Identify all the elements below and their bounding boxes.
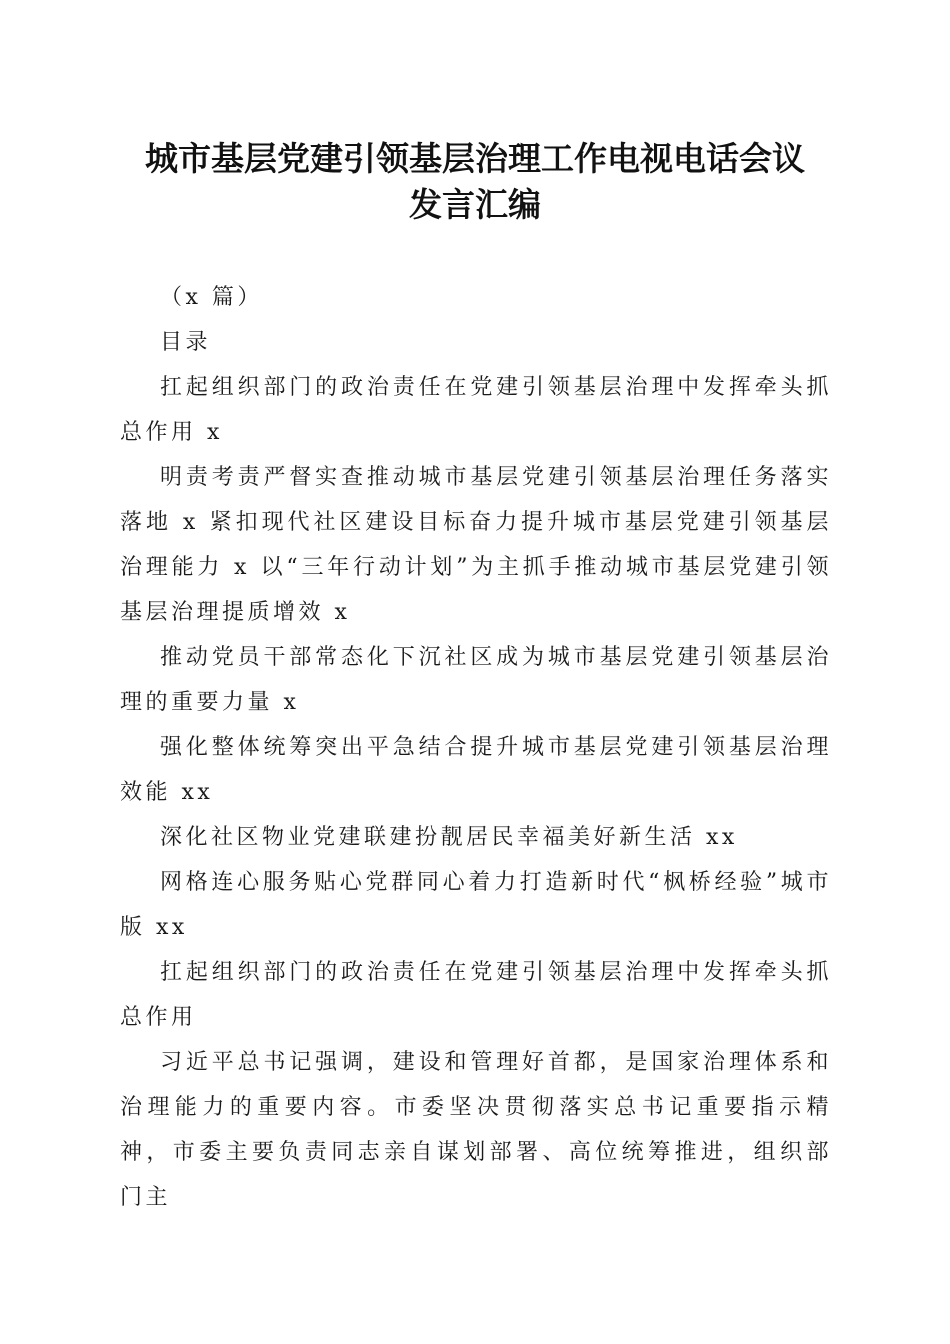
document-body: [120, 275, 832, 1220]
toc-item: 深化社区物业党建联建扮靓居民幸福美好新生活 xx: [160, 825, 738, 850]
article-count: （x 篇）: [160, 285, 263, 310]
section-heading: 扛起组织部门的政治责任在党建引领基层治理中发挥牵头抓总作用: [120, 960, 832, 1030]
toc-item: 推动党员干部常态化下沉社区成为城市基层党建引领基层治理的重要力量 x: [120, 645, 832, 715]
toc-item: 明责考责严督实查推动城市基层党建引领基层治理任务落实落地 x 紧扣现代社区建设目标奋力提升城市基层党建引领基层治理能力 x 以“三年行动计划”为主抓手推动城市基层党建引领基层治理提质增效 x: [120, 465, 832, 625]
title-line-2: 发言汇编: [409, 185, 541, 224]
toc-heading: 目录: [160, 330, 212, 355]
title-line-1: 城市基层党建引领基层治理工作电视电话会议: [145, 139, 805, 178]
document-title: [100, 136, 850, 228]
toc-item: 扛起组织部门的政治责任在党建引领基层治理中发挥牵头抓总作用 x: [120, 375, 832, 445]
toc-item: 网格连心服务贴心党群同心着力打造新时代“枫桥经验”城市版 xx: [120, 870, 832, 940]
toc-item: 强化整体统筹突出平急结合提升城市基层党建引领基层治理效能 xx: [120, 735, 832, 805]
section-paragraph: 习近平总书记强调，建设和管理好首都，是国家治理体系和治理能力的重要内容。市委坚决贯彻落实总书记重要指示精神，市委主要负责同志亲自谋划部署、高位统筹推进，组织部门主: [120, 1050, 832, 1210]
